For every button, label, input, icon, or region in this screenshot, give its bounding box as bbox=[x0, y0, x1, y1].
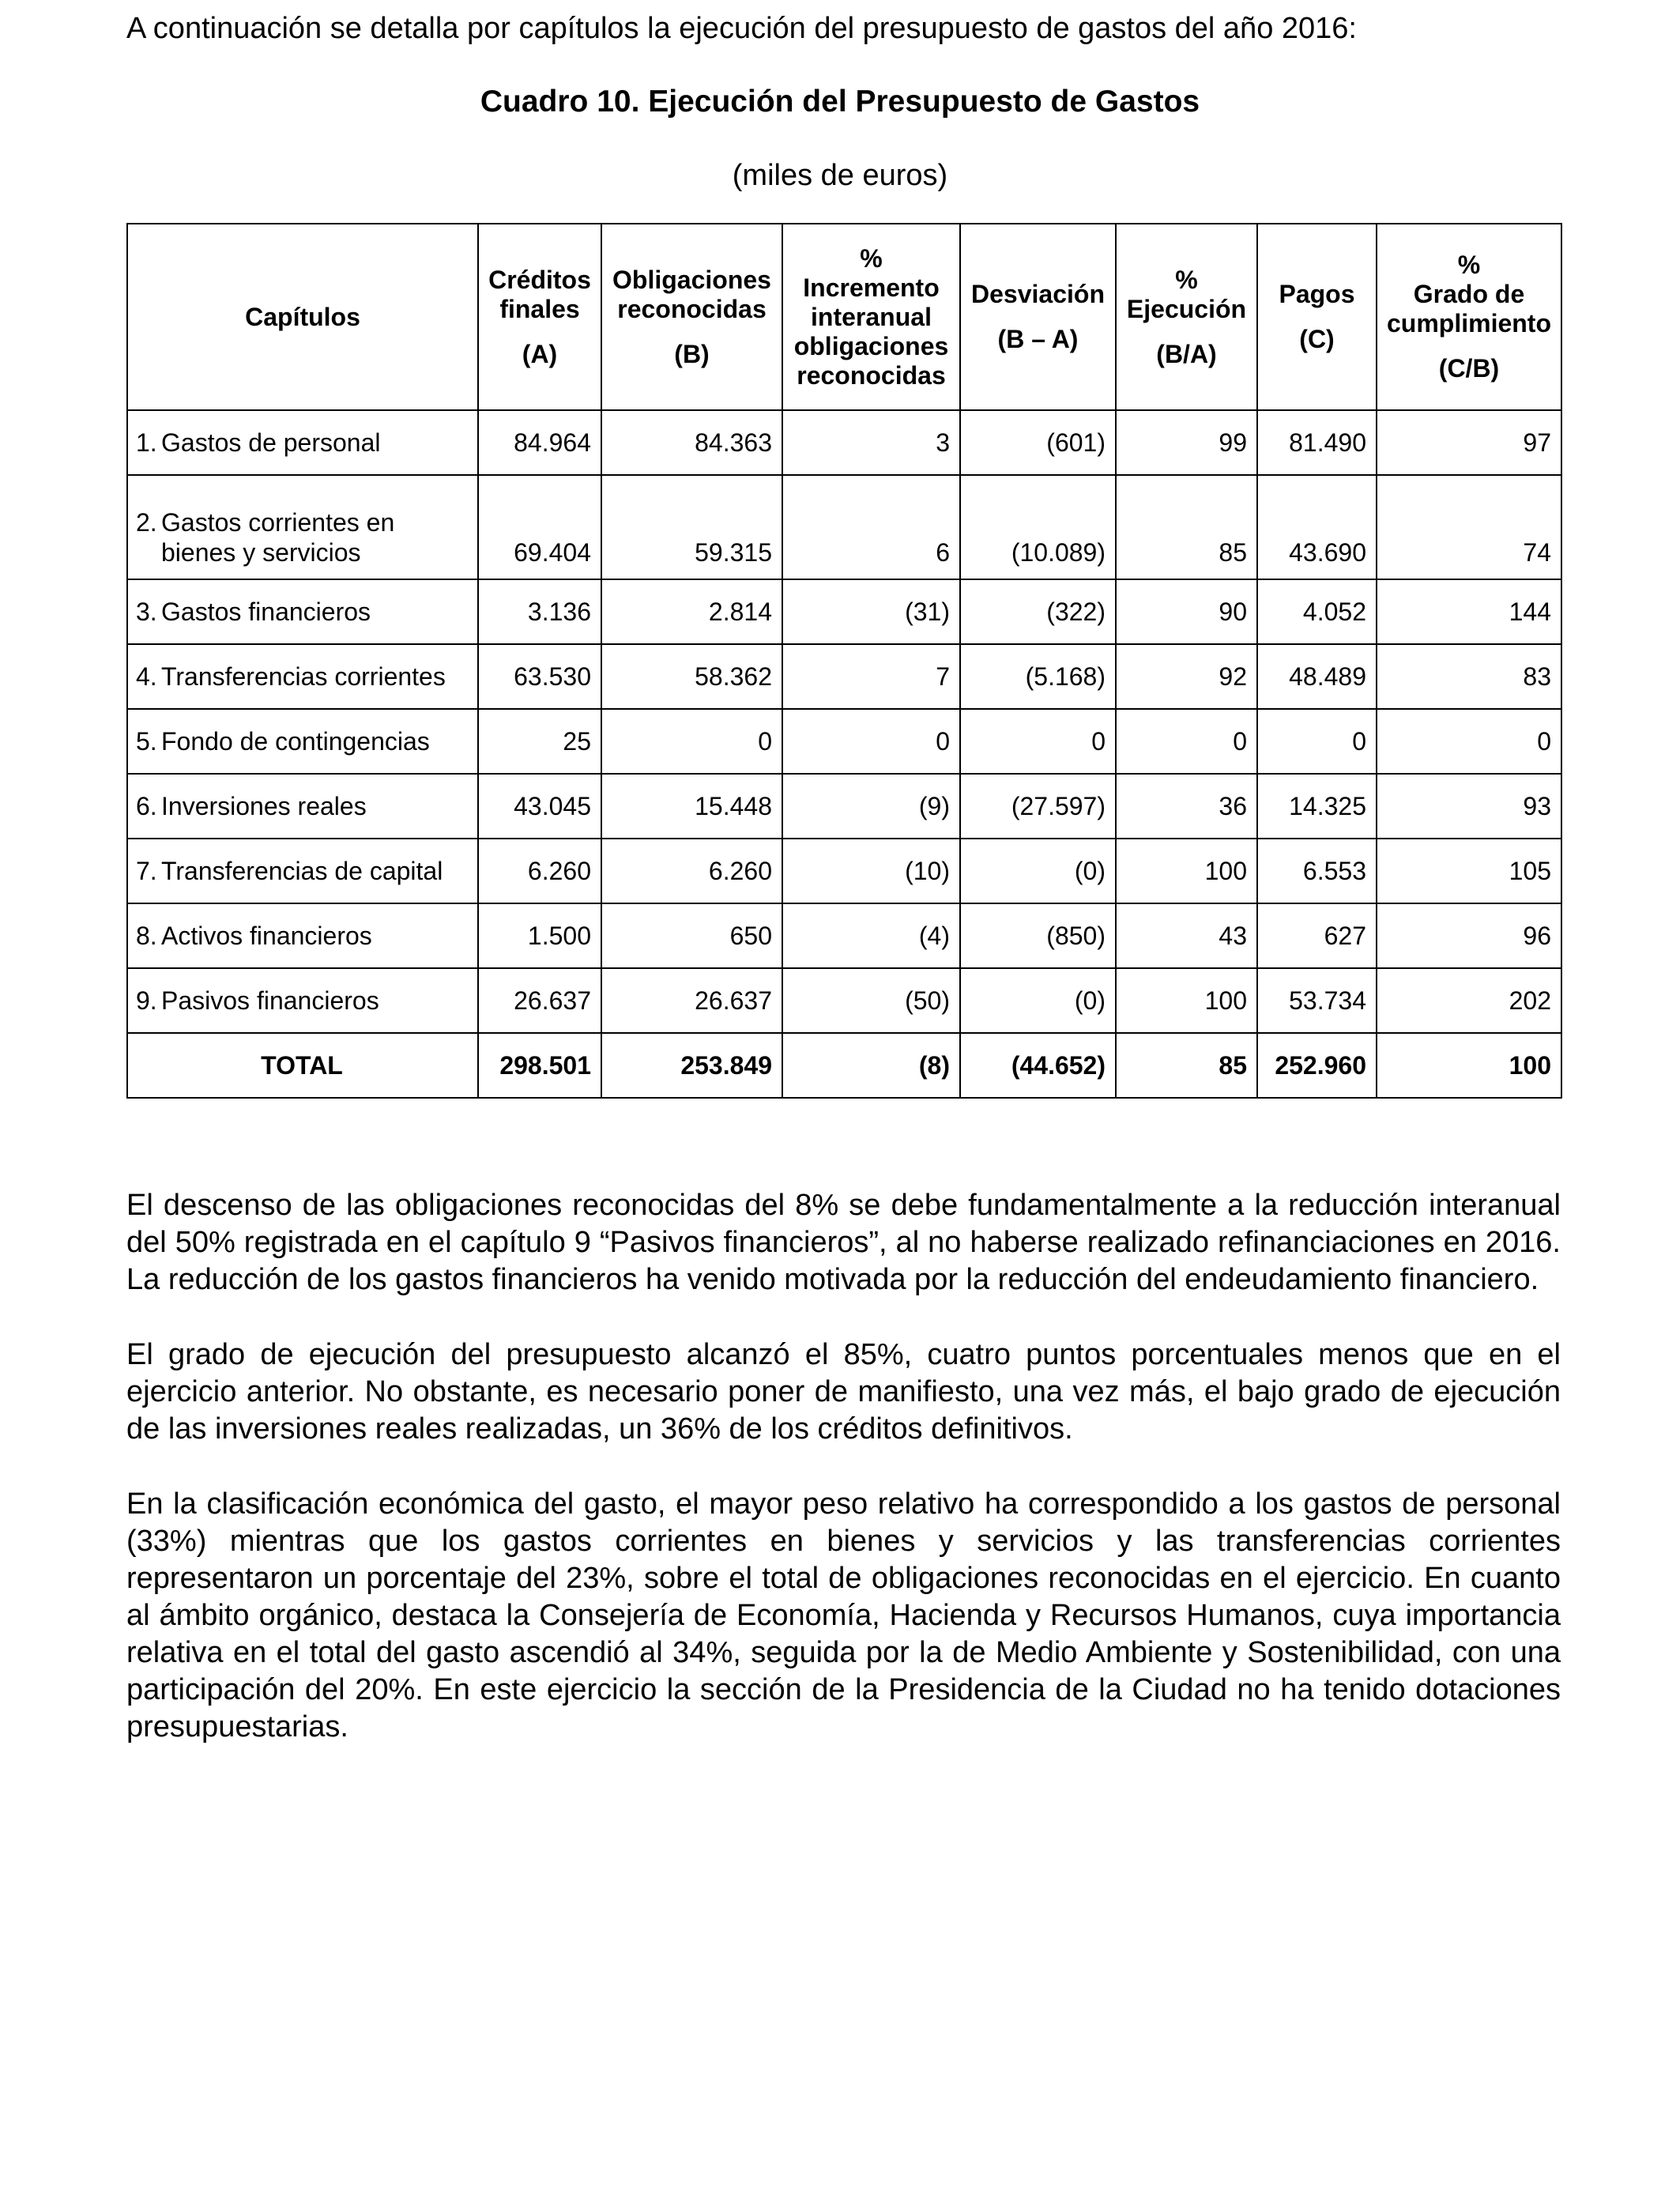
paragraph: El grado de ejecución del presupuesto alcanzó el 85%, cuatro puntos porcentuales menos que en el ejercicio anterior. No obstante, es necesario poner de manifiesto, una vez más, el bajo grado de ejecución de las inversiones reales realizadas, un 36% de los créditos definitivos. bbox=[126, 1338, 1561, 1446]
cell-desviacion: (5.168) bbox=[960, 644, 1116, 709]
cell-incremento: (4) bbox=[782, 903, 960, 968]
header-capitulos bbox=[127, 224, 478, 410]
cell-ejecucion: 92 bbox=[1116, 644, 1257, 709]
header-pagos bbox=[1257, 224, 1377, 410]
cell-incremento: 0 bbox=[782, 709, 960, 774]
cell-incremento: (50) bbox=[782, 968, 960, 1033]
cell-creditos: 1.500 bbox=[478, 903, 601, 968]
header-creditos bbox=[478, 224, 601, 410]
cell-obligaciones: 2.814 bbox=[601, 579, 782, 644]
cell-incremento: 6 bbox=[782, 475, 960, 579]
table-row bbox=[127, 774, 1561, 839]
row-label bbox=[127, 475, 478, 579]
header-pagos-line1: Pagos bbox=[1279, 280, 1355, 308]
row-number: 5. bbox=[136, 727, 157, 756]
row-number: 2. bbox=[136, 508, 157, 537]
table-row bbox=[127, 968, 1561, 1033]
cell-ejecucion: 100 bbox=[1116, 839, 1257, 903]
total-grado: 100 bbox=[1377, 1033, 1561, 1098]
cell-grado: 105 bbox=[1377, 839, 1561, 903]
cell-grado: 74 bbox=[1377, 475, 1561, 579]
header-incremento bbox=[782, 224, 960, 410]
row-label bbox=[127, 774, 478, 839]
cell-grado: 83 bbox=[1377, 644, 1561, 709]
cell-grado: 202 bbox=[1377, 968, 1561, 1033]
total-obligaciones: 253.849 bbox=[601, 1033, 782, 1098]
cell-pagos: 0 bbox=[1257, 709, 1377, 774]
intro-text: A continuación se detalla por capítulos la ejecución del presupuesto de gastos del año 2016: bbox=[126, 12, 1357, 45]
cell-creditos: 6.260 bbox=[478, 839, 601, 903]
row-number: 4. bbox=[136, 662, 157, 691]
cell-creditos: 43.045 bbox=[478, 774, 601, 839]
header-incremento-line2: Incremento bbox=[803, 273, 940, 302]
header-grado-sub: (C/B) bbox=[1438, 354, 1500, 383]
cell-obligaciones: 6.260 bbox=[601, 839, 782, 903]
row-label-text: Gastos corrientes en bienes y servicios bbox=[161, 508, 395, 567]
row-number: 6. bbox=[136, 792, 157, 820]
total-creditos: 298.501 bbox=[478, 1033, 601, 1098]
table-units: (miles de euros) bbox=[732, 159, 948, 192]
header-grado bbox=[1377, 224, 1561, 410]
header-creditos-line2: finales bbox=[499, 294, 580, 323]
table-row bbox=[127, 475, 1561, 579]
cell-desviacion: (27.597) bbox=[960, 774, 1116, 839]
row-label-text: Gastos de personal bbox=[161, 428, 381, 457]
header-grado-line1: % bbox=[1457, 251, 1481, 279]
cell-incremento: (10) bbox=[782, 839, 960, 903]
row-number: 3. bbox=[136, 598, 157, 626]
header-incremento-line3: interanual bbox=[811, 302, 932, 331]
header-desviacion bbox=[960, 224, 1116, 410]
cell-ejecucion: 36 bbox=[1116, 774, 1257, 839]
cell-grado: 97 bbox=[1377, 410, 1561, 475]
total-pagos: 252.960 bbox=[1257, 1033, 1377, 1098]
header-desviacion-sub: (B – A) bbox=[997, 325, 1079, 353]
cell-desviacion: (322) bbox=[960, 579, 1116, 644]
row-label bbox=[127, 644, 478, 709]
total-ejecucion: 85 bbox=[1116, 1033, 1257, 1098]
cell-desviacion: 0 bbox=[960, 709, 1116, 774]
row-label bbox=[127, 410, 478, 475]
cell-ejecucion: 90 bbox=[1116, 579, 1257, 644]
body-text bbox=[126, 1187, 1561, 1784]
table-total-row bbox=[127, 1033, 1561, 1098]
cell-creditos: 26.637 bbox=[478, 968, 601, 1033]
header-ejecucion-line1: % bbox=[1175, 265, 1198, 294]
cell-creditos: 25 bbox=[478, 709, 601, 774]
header-ejecucion bbox=[1116, 224, 1257, 410]
row-label-text: Transferencias corrientes bbox=[161, 662, 446, 691]
table-row bbox=[127, 579, 1561, 644]
row-label-text: Gastos financieros bbox=[161, 598, 371, 626]
cell-ejecucion: 0 bbox=[1116, 709, 1257, 774]
header-incremento-line4: obligaciones bbox=[793, 331, 949, 360]
row-number: 1. bbox=[136, 428, 157, 457]
header-desviacion-line1: Desviación bbox=[971, 280, 1105, 308]
table-row bbox=[127, 644, 1561, 709]
cell-desviacion: (0) bbox=[960, 968, 1116, 1033]
paragraph: En la clasificación económica del gasto, el mayor peso relativo ha correspondido a los gastos de personal (33%) mientras que los gastos corrientes en bienes y servicios y las transferencias corrientes representaron un porcentaje del 23%, sobre el total de obligaciones reconocidas en el ejercicio. En cuanto al ámbito orgánico, destaca la Consejería de Economía, Hacienda y Recursos Humanos, cuya importancia relativa en el total del gasto ascendió al 34%, seguida por la de Medio Ambiente y Sostenibilidad, con una participación del 20%. En este ejercicio la sección de la Presidencia de la Ciudad no ha tenido dotaciones presupuestarias. bbox=[126, 1487, 1561, 1744]
cell-incremento: 7 bbox=[782, 644, 960, 709]
row-label bbox=[127, 579, 478, 644]
header-pagos-sub: (C) bbox=[1299, 325, 1335, 353]
cell-ejecucion: 99 bbox=[1116, 410, 1257, 475]
cell-obligaciones: 26.637 bbox=[601, 968, 782, 1033]
header-creditos-sub: (A) bbox=[522, 339, 558, 368]
cell-pagos: 627 bbox=[1257, 903, 1377, 968]
cell-pagos: 81.490 bbox=[1257, 410, 1377, 475]
row-label-text: Pasivos financieros bbox=[161, 986, 379, 1015]
table-title: Cuadro 10. Ejecución del Presupuesto de Gastos bbox=[480, 85, 1200, 119]
cell-pagos: 53.734 bbox=[1257, 968, 1377, 1033]
header-obligaciones-line1: Obligaciones bbox=[612, 265, 771, 294]
table-row bbox=[127, 410, 1561, 475]
cell-pagos: 4.052 bbox=[1257, 579, 1377, 644]
cell-grado: 93 bbox=[1377, 774, 1561, 839]
cell-creditos: 84.964 bbox=[478, 410, 601, 475]
table-header-row bbox=[127, 224, 1561, 410]
header-obligaciones-sub: (B) bbox=[674, 339, 710, 368]
cell-pagos: 14.325 bbox=[1257, 774, 1377, 839]
cell-obligaciones: 59.315 bbox=[601, 475, 782, 579]
cell-grado: 144 bbox=[1377, 579, 1561, 644]
row-label bbox=[127, 903, 478, 968]
cell-obligaciones: 0 bbox=[601, 709, 782, 774]
cell-grado: 96 bbox=[1377, 903, 1561, 968]
cell-creditos: 69.404 bbox=[478, 475, 601, 579]
header-ejecucion-line2: Ejecución bbox=[1126, 294, 1247, 323]
cell-pagos: 43.690 bbox=[1257, 475, 1377, 579]
cell-incremento: 3 bbox=[782, 410, 960, 475]
cell-desviacion: (850) bbox=[960, 903, 1116, 968]
cell-obligaciones: 650 bbox=[601, 903, 782, 968]
cell-pagos: 48.489 bbox=[1257, 644, 1377, 709]
cell-obligaciones: 15.448 bbox=[601, 774, 782, 839]
cell-incremento: (31) bbox=[782, 579, 960, 644]
paragraph: El descenso de las obligaciones reconocidas del 8% se debe fundamentalmente a la reducción interanual del 50% registrada en el capítulo 9 “Pasivos financieros”, al no haberse realizado refinanciaciones en 2016. La reducción de los gastos financieros ha venido motivada por la reducción del endeudamiento financiero. bbox=[126, 1189, 1561, 1296]
row-label bbox=[127, 709, 478, 774]
cell-creditos: 3.136 bbox=[478, 579, 601, 644]
cell-creditos: 63.530 bbox=[478, 644, 601, 709]
header-incremento-line1: % bbox=[860, 243, 883, 273]
row-label-text: Inversiones reales bbox=[161, 792, 367, 820]
row-label bbox=[127, 968, 478, 1033]
header-obligaciones-line2: reconocidas bbox=[617, 294, 767, 323]
total-label: TOTAL bbox=[127, 1033, 478, 1098]
cell-desviacion: (10.089) bbox=[960, 475, 1116, 579]
cell-desviacion: (601) bbox=[960, 410, 1116, 475]
row-number: 8. bbox=[136, 922, 157, 950]
cell-ejecucion: 85 bbox=[1116, 475, 1257, 579]
table-row bbox=[127, 903, 1561, 968]
row-label bbox=[127, 839, 478, 903]
header-grado-line2: Grado de bbox=[1413, 280, 1525, 308]
cell-obligaciones: 84.363 bbox=[601, 410, 782, 475]
row-number: 7. bbox=[136, 857, 157, 885]
total-incremento: (8) bbox=[782, 1033, 960, 1098]
row-number: 9. bbox=[136, 986, 157, 1015]
table-row bbox=[127, 839, 1561, 903]
cell-pagos: 6.553 bbox=[1257, 839, 1377, 903]
cell-ejecucion: 100 bbox=[1116, 968, 1257, 1033]
cell-grado: 0 bbox=[1377, 709, 1561, 774]
table-row bbox=[127, 709, 1561, 774]
header-obligaciones bbox=[601, 224, 782, 410]
row-label-text: Activos financieros bbox=[161, 922, 372, 950]
header-incremento-line5: reconocidas bbox=[797, 360, 946, 390]
row-label-text: Transferencias de capital bbox=[161, 857, 443, 885]
header-creditos-line1: Créditos bbox=[488, 265, 591, 294]
row-label-text: Fondo de contingencias bbox=[161, 727, 430, 756]
header-capitulos-label: Capítulos bbox=[245, 302, 360, 331]
cell-obligaciones: 58.362 bbox=[601, 644, 782, 709]
header-grado-line3: cumplimiento bbox=[1386, 309, 1551, 337]
cell-incremento: (9) bbox=[782, 774, 960, 839]
budget-table bbox=[126, 223, 1562, 1099]
cell-ejecucion: 43 bbox=[1116, 903, 1257, 968]
header-ejecucion-sub: (B/A) bbox=[1156, 339, 1217, 368]
cell-desviacion: (0) bbox=[960, 839, 1116, 903]
total-desviacion: (44.652) bbox=[960, 1033, 1116, 1098]
